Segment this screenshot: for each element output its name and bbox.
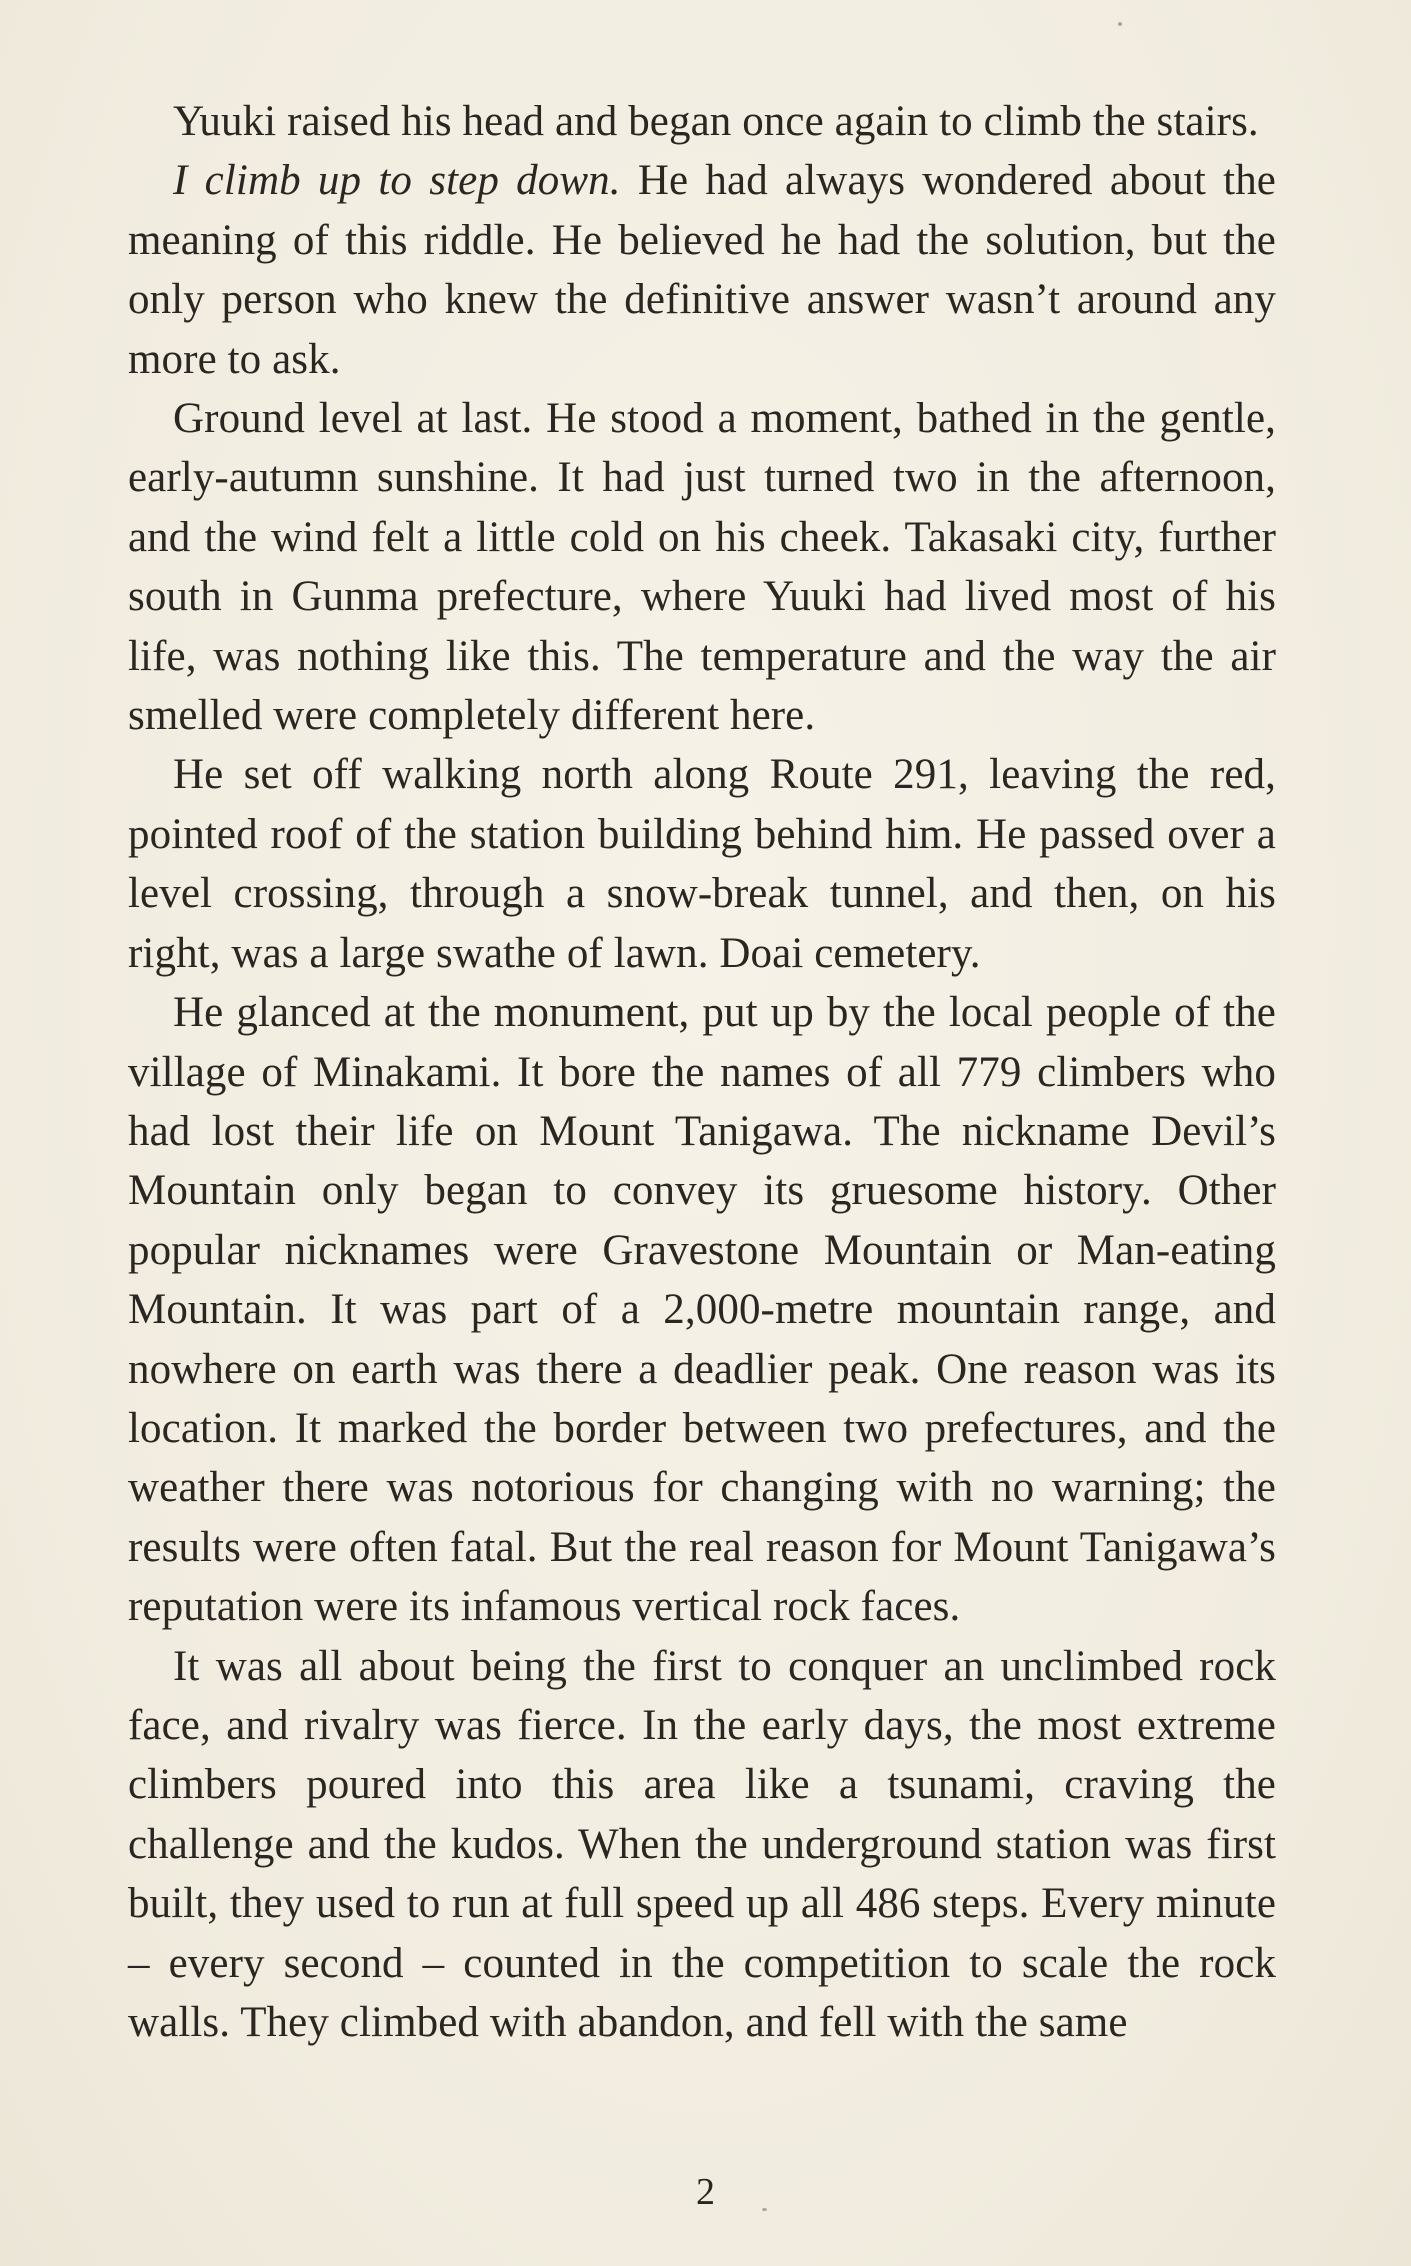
- paragraph-1-text: Yuuki raised his head and began once again to climb the stairs.: [173, 98, 1259, 145]
- paragraph-2: [128, 151, 1276, 389]
- page-number: 2: [696, 2171, 715, 2213]
- riddle-italic: I climb up to step down.: [173, 157, 621, 205]
- body-text: [128, 92, 1276, 2052]
- paragraph-6-text: It was all about being the first to conquer an unclimbed rock face, and rivalry was fierce. In the early days, the most extreme climbers poured into this area like a tsunami, craving the challenge and the kudos. When the underground station was first built, they used to run at full speed up all 486 steps. Every minute – every second – counted in the competition to scale the rock walls. They climbed with abandon, and fell with the same: [128, 1642, 1276, 2046]
- paragraph-4-text: He set off walking north along Route 291, leaving the red, pointed roof of the station building behind him. He passed over a level crossing, through a snow-break tunnel, and then, on his right, was a large swathe of lawn. Doai cemetery.: [128, 751, 1276, 977]
- paragraph-3-text: Ground level at last. He stood a moment, bathed in the gentle, early-autumn sunshine. It had just turned two in the afternoon, and the wind felt a little cold on his cheek. Takasaki city, further south in Gunma prefecture, where Yuuki had lived most of his life, was nothing like this. The temperature and the way the air smelled were completely different here.: [128, 395, 1276, 740]
- paragraph-5: [128, 983, 1276, 1636]
- paragraph-1: [128, 92, 1276, 151]
- paragraph-2-text: He had always wondered about the meaning of this riddle. He believed he had the solution, but the only person who knew the definitive answer wasn’t around any more to ask.: [128, 157, 1276, 383]
- paragraph-6: [128, 1637, 1276, 2053]
- paragraph-5-text: He glanced at the monument, put up by the local people of the village of Minakami. It bore the names of all 779 climbers who had lost their life on Mount Tanigawa. The nickname Devil’s Mountain only began to convey its gruesome history. Other popular nicknames were Gravestone Mountain or Man-eating Mountain. It was part of a 2,000-metre mountain range, and nowhere on earth was there a deadlier peak. One reason was its location. It marked the border between two prefectures, and the weather there was notorious for changing with no warning; the results were often fatal. But the real reason for Mount Tanigawa’s reputation were its infamous vertical rock faces.: [128, 989, 1276, 1631]
- paper-speck: [1118, 22, 1122, 26]
- paragraph-4: [128, 745, 1276, 983]
- paragraph-3: [128, 389, 1276, 745]
